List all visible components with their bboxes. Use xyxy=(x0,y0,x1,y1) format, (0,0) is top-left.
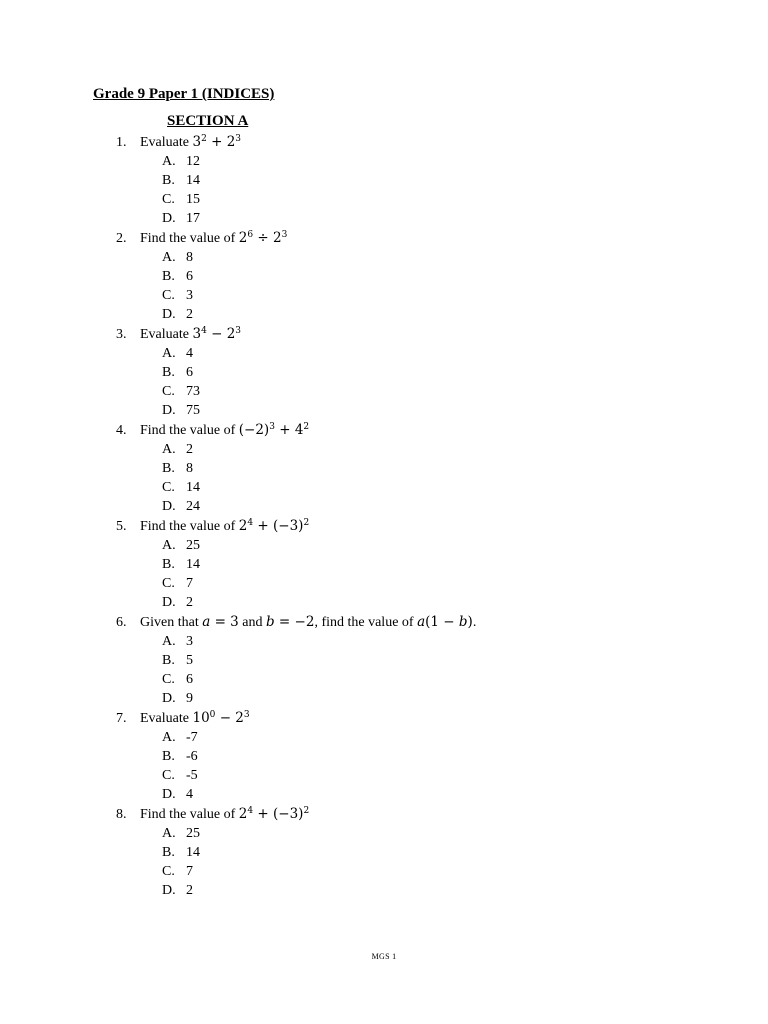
option-a[interactable] xyxy=(0,152,768,171)
option-value: 75 xyxy=(186,403,200,418)
question-line xyxy=(0,325,768,344)
question-text xyxy=(140,229,287,248)
option-a[interactable] xyxy=(0,248,768,267)
option-value: 8 xyxy=(186,461,193,476)
question-text xyxy=(140,325,241,344)
option-a[interactable] xyxy=(0,728,768,747)
option-d[interactable] xyxy=(0,497,768,516)
question-2 xyxy=(0,229,768,325)
option-value: 7 xyxy=(186,864,193,879)
option-value: 4 xyxy=(186,787,193,802)
option-letter: B. xyxy=(162,173,175,188)
question-prompt: Find the value of xyxy=(140,519,239,534)
question-text xyxy=(140,421,309,440)
option-d[interactable] xyxy=(0,593,768,612)
option-d[interactable] xyxy=(0,209,768,228)
option-value: 6 xyxy=(186,672,193,687)
option-letter: A. xyxy=(162,538,176,553)
option-letter: A. xyxy=(162,826,176,841)
option-value: 14 xyxy=(186,480,200,495)
option-a[interactable] xyxy=(0,440,768,459)
question-prompt: Given that xyxy=(140,615,203,630)
option-c[interactable] xyxy=(0,286,768,305)
question-number: 4. xyxy=(116,423,127,438)
page-footer: MGS 1 xyxy=(371,952,397,961)
option-value: 14 xyxy=(186,557,200,572)
option-letter: D. xyxy=(162,691,176,706)
option-b[interactable] xyxy=(0,363,768,382)
question-line xyxy=(0,229,768,248)
option-a[interactable] xyxy=(0,536,768,555)
question-line xyxy=(0,805,768,824)
question-3 xyxy=(0,325,768,421)
option-letter: B. xyxy=(162,845,175,860)
option-value: 3 xyxy=(186,288,193,303)
option-value: 2 xyxy=(186,307,193,322)
option-b[interactable] xyxy=(0,843,768,862)
option-c[interactable] xyxy=(0,670,768,689)
option-letter: C. xyxy=(162,288,175,303)
question-prompt: Evaluate xyxy=(140,711,193,726)
math-expression: $3^4 - 2^3$ xyxy=(192,326,242,342)
option-c[interactable] xyxy=(0,862,768,881)
section-heading: SECTION A xyxy=(167,113,249,129)
question-prompt: Find the value of xyxy=(140,807,239,822)
question-1 xyxy=(0,133,768,229)
option-letter: B. xyxy=(162,653,175,668)
option-d[interactable] xyxy=(0,689,768,708)
option-letter: D. xyxy=(162,307,176,322)
question-prompt: Find the value of xyxy=(140,231,239,246)
question-number: 5. xyxy=(116,519,127,534)
option-value: 2 xyxy=(186,595,193,610)
option-value: -6 xyxy=(186,749,198,764)
question-6 xyxy=(0,613,768,709)
question-8 xyxy=(0,805,768,901)
math-expression: $2^4 + (-3)^2$ xyxy=(238,518,310,534)
option-value: 7 xyxy=(186,576,193,591)
option-c[interactable] xyxy=(0,478,768,497)
option-value: 8 xyxy=(186,250,193,265)
option-letter: D. xyxy=(162,787,176,802)
option-c[interactable] xyxy=(0,190,768,209)
option-value: 12 xyxy=(186,154,200,169)
option-value: 25 xyxy=(186,538,200,553)
option-value: 6 xyxy=(186,269,193,284)
question-list xyxy=(0,133,768,901)
option-letter: C. xyxy=(162,192,175,207)
option-letter: C. xyxy=(162,672,175,687)
option-value: 4 xyxy=(186,346,193,361)
option-value: 25 xyxy=(186,826,200,841)
question-number: 7. xyxy=(116,711,127,726)
option-value: 9 xyxy=(186,691,193,706)
math-expression: $(-2)^3 + 4^2$ xyxy=(238,422,310,438)
math-expression: a = 3 xyxy=(202,614,239,630)
option-d[interactable] xyxy=(0,305,768,324)
option-letter: D. xyxy=(162,403,176,418)
option-b[interactable] xyxy=(0,267,768,286)
question-line xyxy=(0,133,768,152)
question-line xyxy=(0,421,768,440)
option-d[interactable] xyxy=(0,785,768,804)
option-letter: B. xyxy=(162,557,175,572)
option-a[interactable] xyxy=(0,632,768,651)
option-value: 6 xyxy=(186,365,193,380)
question-number: 8. xyxy=(116,807,127,822)
option-letter: C. xyxy=(162,864,175,879)
option-value: 14 xyxy=(186,173,200,188)
option-letter: A. xyxy=(162,634,176,649)
math-expression: $3^2 + 2^3$ xyxy=(192,134,242,150)
option-b[interactable] xyxy=(0,555,768,574)
option-letter: B. xyxy=(162,269,175,284)
option-c[interactable] xyxy=(0,766,768,785)
option-value: 3 xyxy=(186,634,193,649)
option-letter: D. xyxy=(162,211,176,226)
option-b[interactable] xyxy=(0,747,768,766)
option-letter: C. xyxy=(162,384,175,399)
question-prompt-part-2: and xyxy=(238,615,266,630)
option-value: 24 xyxy=(186,499,200,514)
question-4 xyxy=(0,421,768,517)
option-letter: A. xyxy=(162,346,176,361)
option-value: 15 xyxy=(186,192,200,207)
option-letter: D. xyxy=(162,595,176,610)
question-prompt: Find the value of xyxy=(140,423,239,438)
option-letter: A. xyxy=(162,250,176,265)
question-prompt: Evaluate xyxy=(140,327,193,342)
option-a[interactable] xyxy=(0,824,768,843)
math-expression: $2^4 + (-3)^2$ xyxy=(238,806,310,822)
question-text xyxy=(140,613,476,632)
question-number: 1. xyxy=(116,135,127,150)
question-line xyxy=(0,517,768,536)
question-7 xyxy=(0,709,768,805)
option-value: 17 xyxy=(186,211,200,226)
option-letter: C. xyxy=(162,576,175,591)
option-letter: A. xyxy=(162,154,176,169)
option-letter: A. xyxy=(162,730,176,745)
option-value: 5 xyxy=(186,653,193,668)
question-text xyxy=(140,709,250,728)
option-letter: D. xyxy=(162,499,176,514)
option-value: 14 xyxy=(186,845,200,860)
document-title: Grade 9 Paper 1 (INDICES) xyxy=(93,86,275,102)
option-letter: B. xyxy=(162,749,175,764)
math-expression: b = −2 xyxy=(265,614,315,630)
option-letter: A. xyxy=(162,442,176,457)
option-b[interactable] xyxy=(0,651,768,670)
question-text xyxy=(140,517,309,536)
question-number: 6. xyxy=(116,615,127,630)
question-text xyxy=(140,133,241,152)
question-5 xyxy=(0,517,768,613)
option-value: -5 xyxy=(186,768,198,783)
math-expression: $2^6 \div 2^3$ xyxy=(238,230,288,246)
option-d[interactable] xyxy=(0,881,768,900)
math-expression: a(1 − b) xyxy=(417,614,473,630)
question-line xyxy=(0,709,768,728)
option-c[interactable] xyxy=(0,574,768,593)
option-value: 73 xyxy=(186,384,200,399)
option-value: -7 xyxy=(186,730,198,745)
question-prompt: Evaluate xyxy=(140,135,193,150)
question-text xyxy=(140,805,309,824)
option-value: 2 xyxy=(186,442,193,457)
option-b[interactable] xyxy=(0,459,768,478)
question-prompt-part-3: , find the value of xyxy=(314,615,418,630)
option-d[interactable] xyxy=(0,401,768,420)
option-letter: B. xyxy=(162,365,175,380)
option-a[interactable] xyxy=(0,344,768,363)
option-value: 2 xyxy=(186,883,193,898)
question-number: 2. xyxy=(116,231,127,246)
question-prompt-part-4: . xyxy=(472,615,477,630)
option-letter: C. xyxy=(162,768,175,783)
question-line xyxy=(0,613,768,632)
option-c[interactable] xyxy=(0,382,768,401)
option-letter: C. xyxy=(162,480,175,495)
option-b[interactable] xyxy=(0,171,768,190)
question-number: 3. xyxy=(116,327,127,342)
option-letter: B. xyxy=(162,461,175,476)
option-letter: D. xyxy=(162,883,176,898)
math-expression: $10^0 - 2^3$ xyxy=(192,710,250,726)
